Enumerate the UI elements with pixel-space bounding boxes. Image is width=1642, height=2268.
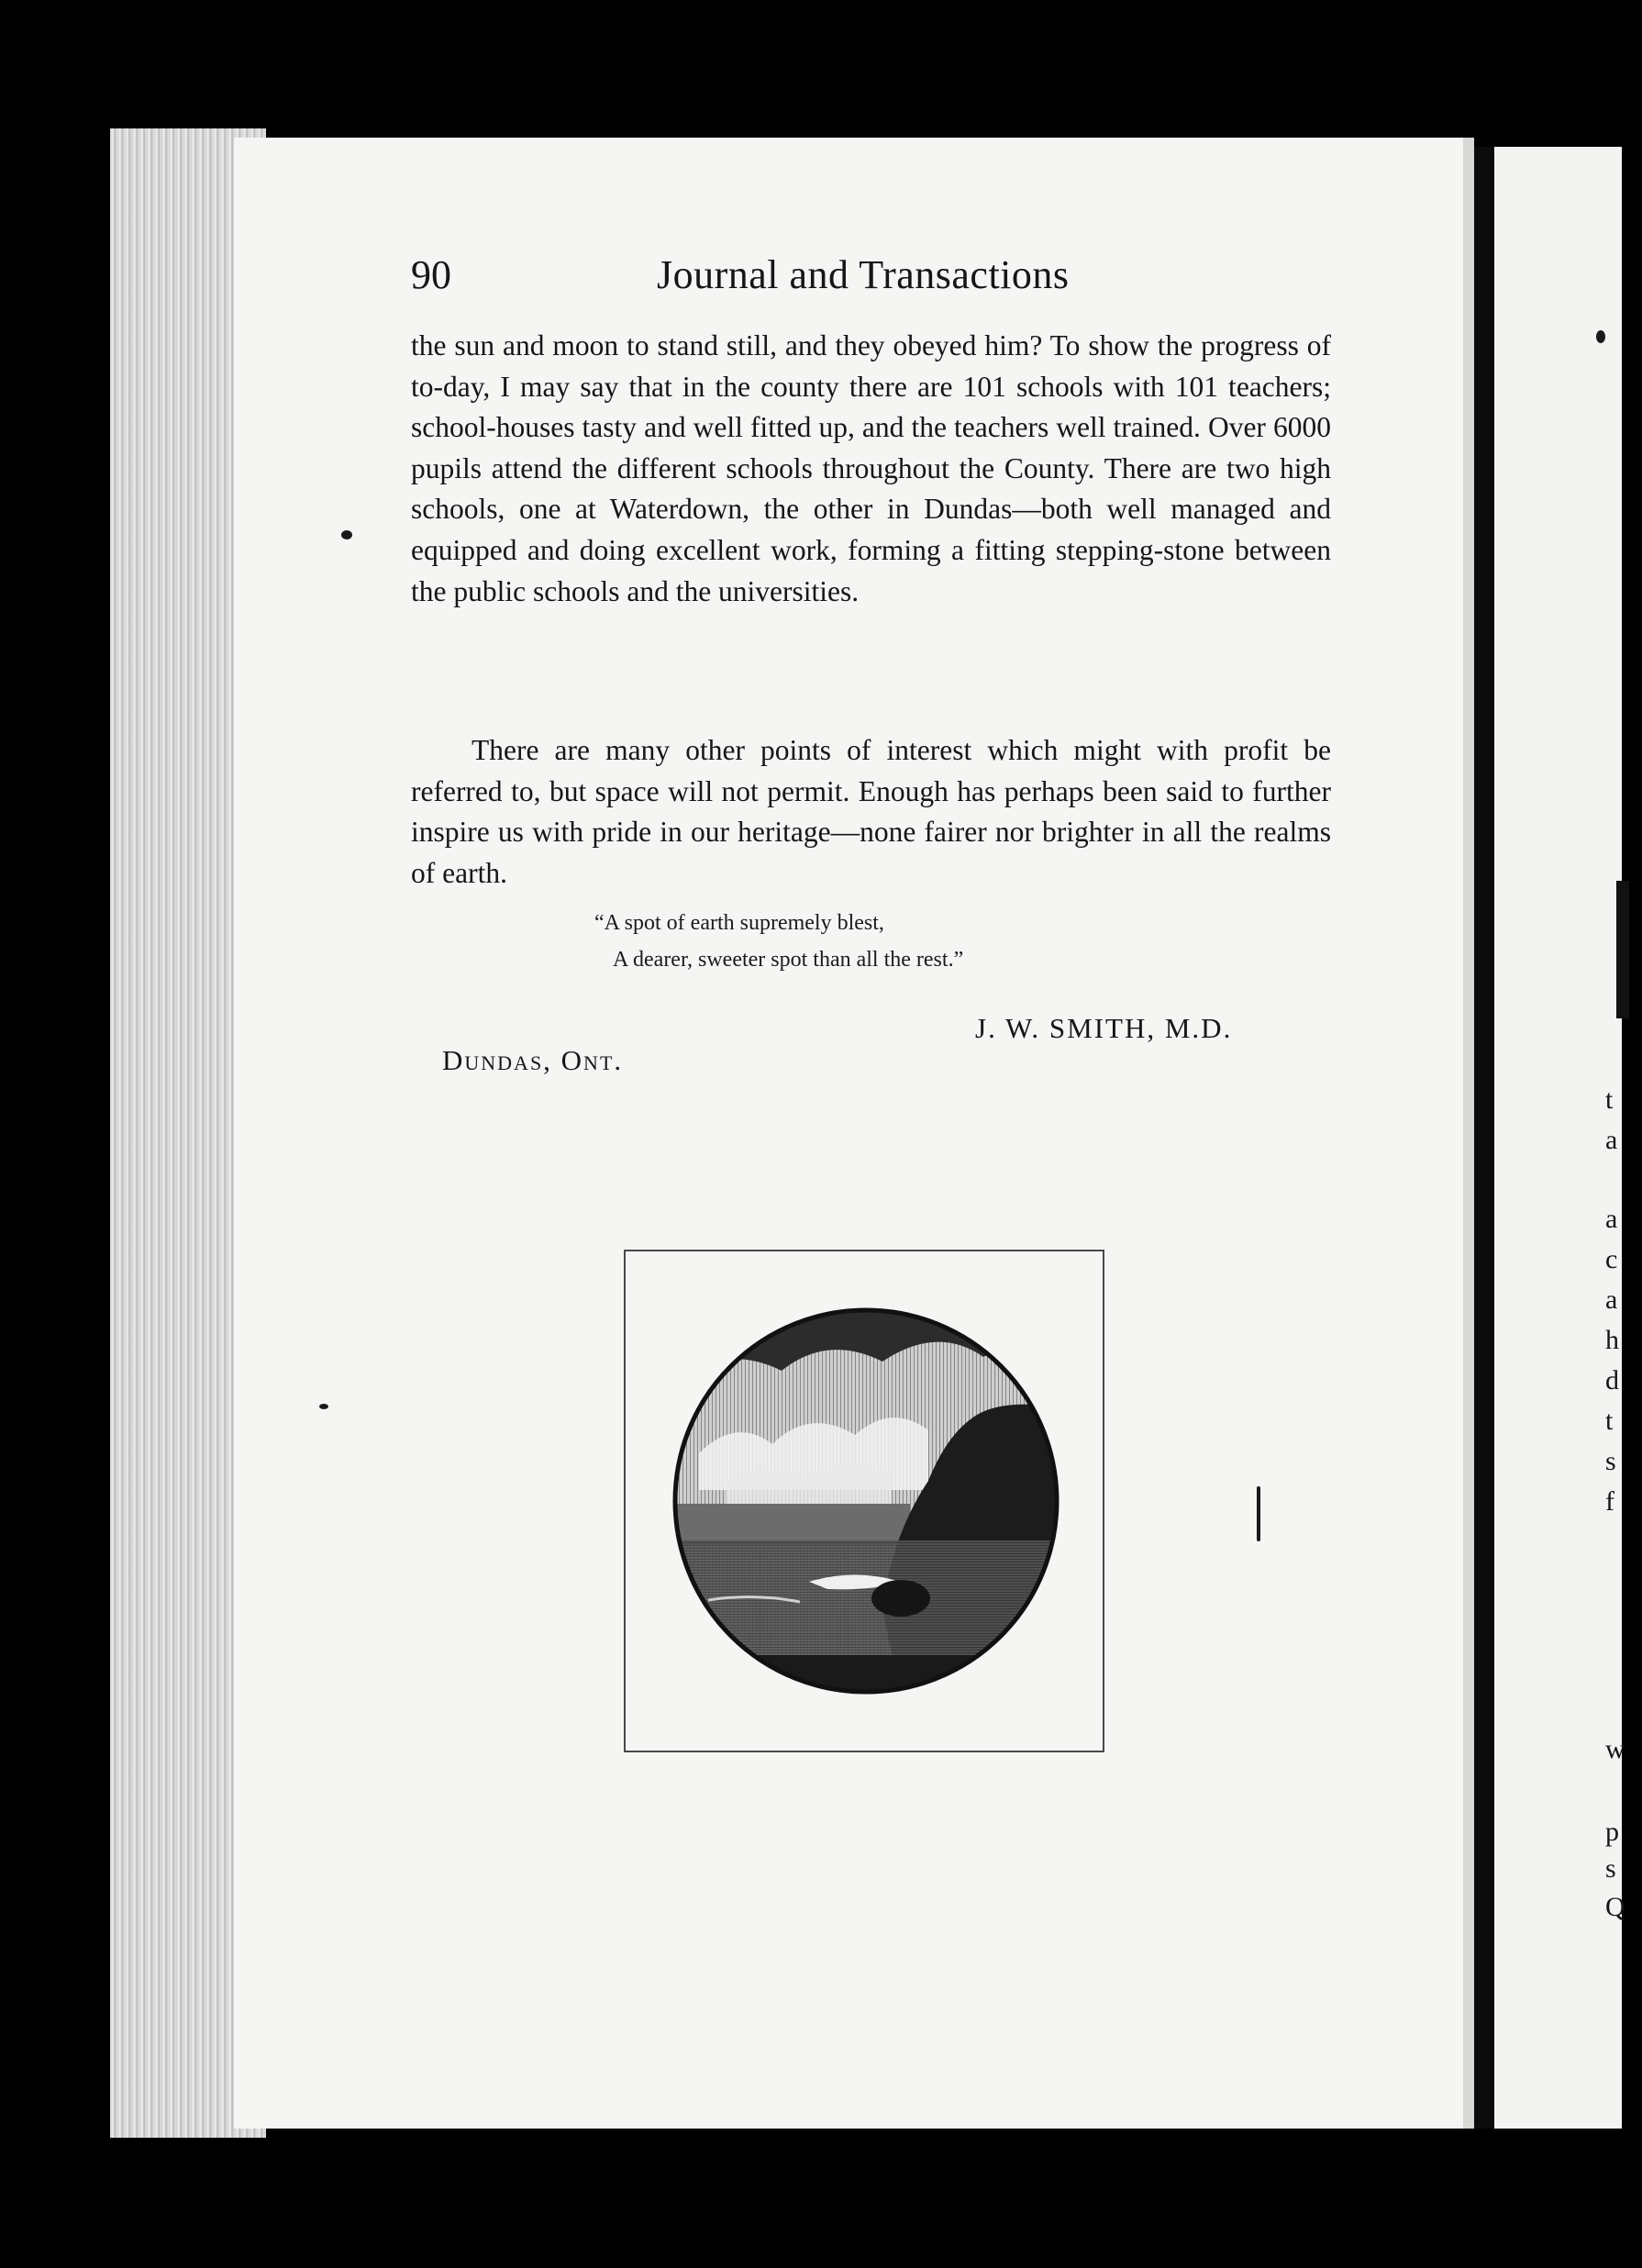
body-paragraph-1: the sun and moon to stand still, and they obeyed him? To show the progress of to-day, I may say that in the county there are 101 schools with 101 teachers; school-houses tasty and well fitted up, and the teachers well trained. Over 6000 pupils attend the different schools throughout the County. There are two high schools, one at Waterdown, the other in Dundas—both well managed and equipped and doing excellent work, forming a fitting stepping-stone between the public schools and the universities.	[411, 329, 1331, 607]
fragment-letter: t	[1605, 1084, 1614, 1115]
fragment-letter: s	[1605, 1853, 1616, 1884]
fragment-letter: a	[1605, 1125, 1618, 1155]
fragment-letter: d	[1605, 1365, 1619, 1395]
right-page	[1494, 147, 1622, 2129]
ink-speck	[341, 530, 352, 539]
book-spine	[1474, 147, 1494, 2129]
adjacent-page-rule	[1616, 881, 1629, 1018]
verse-line-2: A dearer, sweeter spot than all the rest.”	[613, 948, 964, 972]
fragment-letter: p	[1605, 1817, 1619, 1847]
ink-speck	[319, 1404, 328, 1409]
page-number: 90	[411, 252, 451, 297]
verse-quote	[594, 905, 963, 978]
illustration-frame	[624, 1250, 1104, 1752]
body-paragraph-2: There are many other points of interest which might with profit be referred to, but space will not permit. Enough has perhaps been said to further inspire us with pride in our heritage—none fairer nor brighter in all the realms of earth.	[411, 734, 1331, 889]
fragment-letter: Q	[1605, 1892, 1625, 1922]
running-title: Journal and Transactions	[657, 252, 1070, 297]
fragment-letter: a	[1605, 1204, 1618, 1234]
fragment-letter: f	[1605, 1486, 1614, 1517]
seascape-vignette	[671, 1306, 1060, 1695]
ink-mark	[1257, 1486, 1260, 1541]
fragment-letter: w	[1605, 1734, 1625, 1764]
verse-line-1: “A spot of earth supremely blest,	[594, 911, 884, 935]
fragment-letter: t	[1605, 1406, 1614, 1436]
fragment-letter: c	[1605, 1244, 1618, 1274]
gutter-shadow	[1463, 138, 1474, 2129]
place-line: Dundas, Ont.	[442, 1044, 624, 1076]
fragment-letter: a	[1605, 1284, 1618, 1315]
fragment-letter: h	[1605, 1325, 1619, 1355]
fragment-letter: s	[1605, 1446, 1616, 1476]
author-signature: J. W. SMITH, M.D.	[975, 1012, 1233, 1044]
ink-speck	[1596, 330, 1605, 343]
